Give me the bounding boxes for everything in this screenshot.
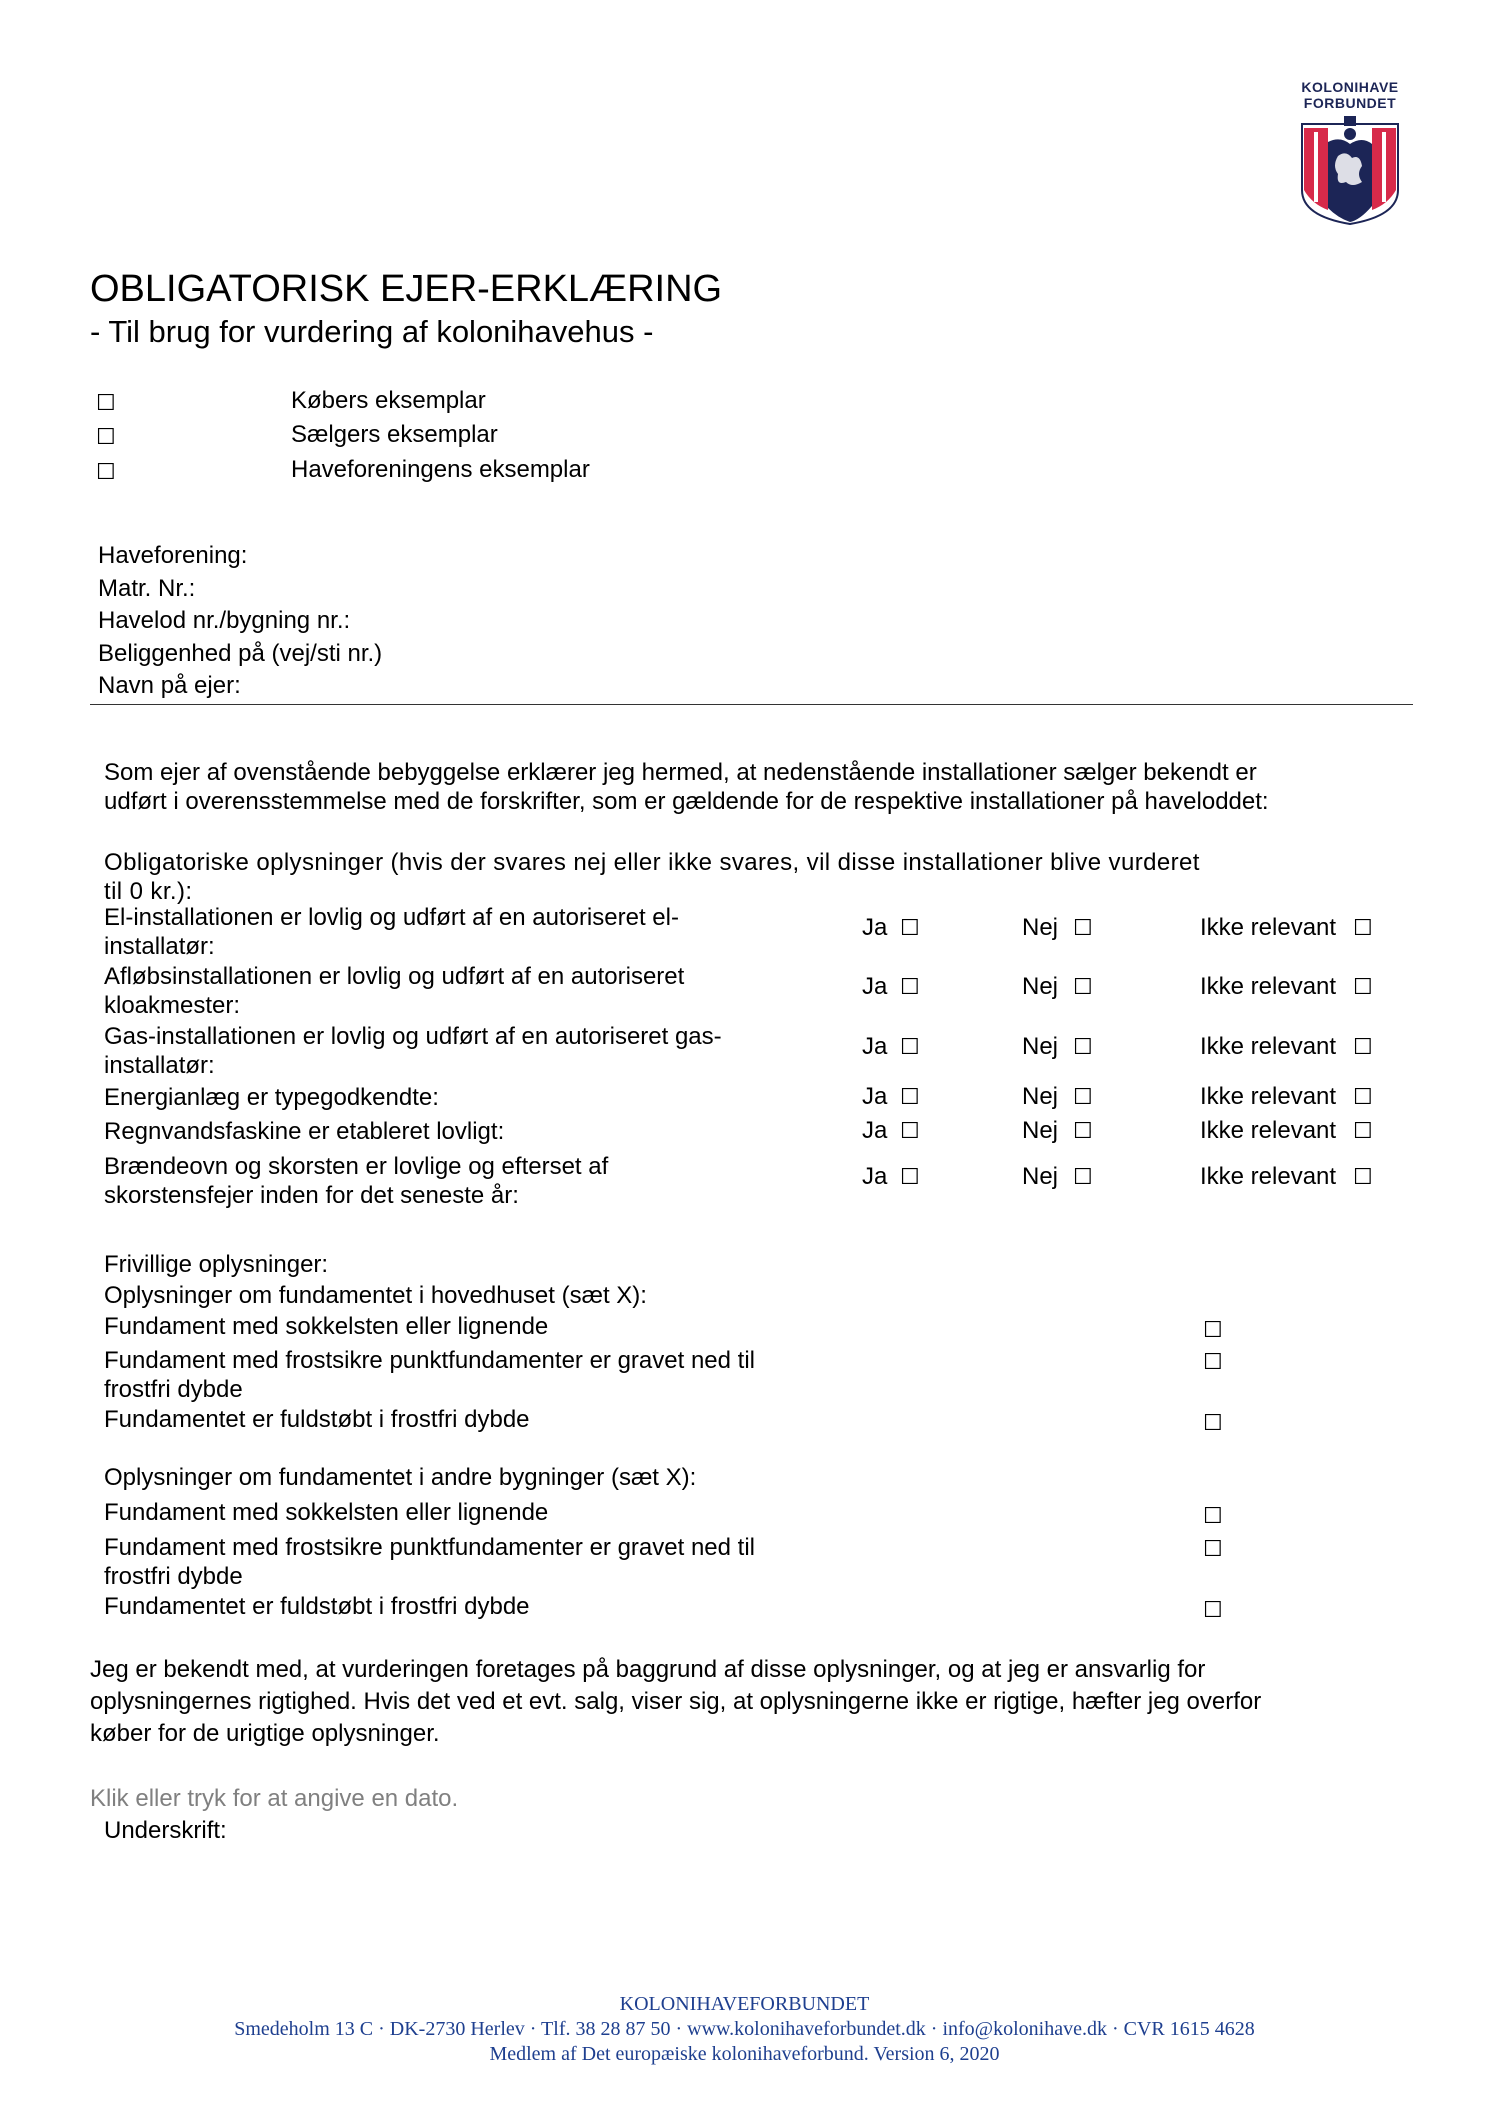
- association-copy-label: Haveforeningens eksemplar: [291, 456, 590, 483]
- yes-label: Ja: [862, 973, 888, 1000]
- buyer-copy-label: Købers eksemplar: [291, 387, 486, 414]
- field-navn-paa-ejer: Navn på ejer:: [98, 672, 241, 699]
- foundation-option-checkbox[interactable]: ☐: [1203, 1504, 1223, 1529]
- footer-contact: Smedeholm 13 C · DK-2730 Herlev · Tlf. 38 28 87 50 · www.kolonihaveforbundet.dk · info@kolonihave.dk · CVR 1615 4628: [234, 2018, 1255, 2040]
- no-label: Nej: [1022, 1083, 1059, 1110]
- not-relevant-label: Ikke relevant: [1200, 914, 1337, 941]
- question-text: [104, 1083, 824, 1112]
- no-label: Nej: [1022, 914, 1059, 941]
- not-relevant-label: Ikke relevant: [1200, 1163, 1337, 1190]
- seller-copy-checkbox[interactable]: ☐: [96, 425, 116, 450]
- mandatory-heading-line-1: Obligatoriske oplysninger (hvis der svares nej eller ikke svares, vil disse installationer blive vurderet: [104, 849, 1200, 876]
- question-text-line-1: Brændeovn og skorsten er lovlige og efterset af: [104, 1153, 609, 1180]
- foundation-option-line-1: Fundamentet er fuldstøbt i frostfri dybde: [104, 1593, 530, 1620]
- mandatory-heading-line-2: til 0 kr.):: [104, 878, 193, 905]
- not-relevant-label: Ikke relevant: [1200, 1033, 1337, 1060]
- buyer-copy-checkbox[interactable]: ☐: [96, 391, 116, 416]
- question-text: [104, 962, 824, 1020]
- intro-paragraph: [104, 758, 1269, 816]
- no-checkbox[interactable]: ☐: [1073, 916, 1093, 941]
- question-text-line-1: Regnvandsfaskine er etableret lovligt:: [104, 1118, 505, 1145]
- no-label: Nej: [1022, 1163, 1059, 1190]
- seller-copy-label: Sælgers eksemplar: [291, 421, 498, 448]
- association-copy-checkbox[interactable]: ☐: [96, 460, 116, 485]
- foundation-option-checkbox[interactable]: ☐: [1203, 1537, 1223, 1562]
- foundation-option-line-1: Fundament med sokkelsten eller lignende: [104, 1313, 549, 1340]
- other-buildings-heading: Oplysninger om fundamentet i andre bygninger (sæt X):: [104, 1464, 697, 1491]
- no-checkbox[interactable]: ☐: [1073, 1035, 1093, 1060]
- foundation-option-checkbox[interactable]: ☐: [1203, 1598, 1223, 1623]
- foundation-option-line-1: Fundament med frostsikre punktfundamenter er gravet ned til: [104, 1347, 755, 1374]
- foundation-option-text: [104, 1533, 824, 1591]
- no-checkbox[interactable]: ☐: [1073, 1165, 1093, 1190]
- yes-checkbox[interactable]: ☐: [900, 1119, 920, 1144]
- signature-label: Underskrift:: [104, 1817, 227, 1844]
- voluntary-heading: Frivillige oplysninger:: [104, 1251, 329, 1278]
- no-checkbox[interactable]: ☐: [1073, 1085, 1093, 1110]
- foundation-option-line-1: Fundamentet er fuldstøbt i frostfri dybde: [104, 1406, 530, 1433]
- question-text: [104, 1117, 824, 1146]
- yes-checkbox[interactable]: ☐: [900, 1035, 920, 1060]
- property-fields: [98, 540, 382, 703]
- no-label: Nej: [1022, 1033, 1059, 1060]
- yes-label: Ja: [862, 1117, 888, 1144]
- yes-label: Ja: [862, 1033, 888, 1060]
- not-relevant-label: Ikke relevant: [1200, 1117, 1337, 1144]
- not-relevant-checkbox[interactable]: ☐: [1353, 1035, 1373, 1060]
- question-text-line-2: installatør:: [104, 1052, 215, 1079]
- declaration-paragraph: [90, 1654, 1261, 1750]
- no-checkbox[interactable]: ☐: [1073, 1119, 1093, 1144]
- not-relevant-label: Ikke relevant: [1200, 1083, 1337, 1110]
- not-relevant-checkbox[interactable]: ☐: [1353, 1165, 1373, 1190]
- foundation-option-line-2: frostfri dybde: [104, 1376, 243, 1403]
- no-label: Nej: [1022, 1117, 1059, 1144]
- question-text-line-1: Afløbsinstallationen er lovlig og udført af en autoriseret: [104, 963, 685, 990]
- no-label: Nej: [1022, 973, 1059, 1000]
- foundation-option-line-1: Fundament med frostsikre punktfundamenter er gravet ned til: [104, 1534, 755, 1561]
- foundation-option-text: [104, 1592, 824, 1621]
- declaration-line-1: Jeg er bekendt med, at vurderingen foretages på baggrund af disse oplysninger, og at jeg er ansvarlig for: [90, 1656, 1206, 1683]
- question-text-line-2: skorstensfejer inden for det seneste år:: [104, 1182, 519, 1209]
- foundation-option-line-1: Fundament med sokkelsten eller lignende: [104, 1499, 549, 1526]
- logo-text-line2: FORBUNDET: [1303, 95, 1397, 111]
- yes-label: Ja: [862, 914, 888, 941]
- intro-line-1: Som ejer af ovenstående bebyggelse erklærer jeg hermed, at nedenstående installationer sælger bekendt er: [104, 759, 1257, 786]
- question-text: [104, 1152, 824, 1210]
- foundation-option-text: [104, 1346, 824, 1404]
- yes-checkbox[interactable]: ☐: [900, 1165, 920, 1190]
- yes-checkbox[interactable]: ☐: [900, 916, 920, 941]
- question-text-line-2: installatør:: [104, 933, 215, 960]
- foundation-option-checkbox[interactable]: ☐: [1203, 1318, 1223, 1343]
- question-text-line-2: kloakmester:: [104, 992, 241, 1019]
- kolonihaveforbundet-logo: [1290, 78, 1410, 226]
- field-matr-nr: Matr. Nr.:: [98, 574, 196, 602]
- divider-line: [90, 704, 1413, 705]
- mandatory-heading: [104, 848, 1200, 906]
- foundation-option-line-2: frostfri dybde: [104, 1563, 243, 1590]
- not-relevant-checkbox[interactable]: ☐: [1353, 975, 1373, 1000]
- no-checkbox[interactable]: ☐: [1073, 975, 1093, 1000]
- field-havelod-nr: Havelod nr./bygning nr.:: [98, 607, 351, 634]
- foundation-option-text: [104, 1312, 824, 1341]
- intro-line-2: udført i overensstemmelse med de forskrifter, som er gældende for de respektive installationer på haveloddet:: [104, 788, 1269, 815]
- not-relevant-label: Ikke relevant: [1200, 973, 1337, 1000]
- page-subtitle: - Til brug for vurdering af kolonihavehus -: [90, 314, 654, 349]
- foundation-option-text: [104, 1405, 824, 1434]
- footer-org: KOLONIHAVEFORBUNDET: [619, 1993, 870, 2015]
- foundation-option-text: [104, 1498, 824, 1527]
- question-text-line-1: Gas-installationen er lovlig og udført af en autoriseret gas-: [104, 1023, 722, 1050]
- question-text: [104, 903, 824, 961]
- logo-text-line1: KOLONIHAVE: [1301, 79, 1399, 95]
- foundation-option-checkbox[interactable]: ☐: [1203, 1350, 1223, 1375]
- question-text: [104, 1022, 824, 1080]
- not-relevant-checkbox[interactable]: ☐: [1353, 1085, 1373, 1110]
- not-relevant-checkbox[interactable]: ☐: [1353, 1119, 1373, 1144]
- yes-label: Ja: [862, 1083, 888, 1110]
- footer-member: Medlem af Det europæiske kolonihaveforbund. Version 6, 2020: [489, 2043, 1000, 2065]
- declaration-line-2: oplysningernes rigtighed. Hvis det ved et evt. salg, viser sig, at oplysningerne ikke er rigtige, hæfter jeg overfor: [90, 1688, 1262, 1715]
- page-title: OBLIGATORISK EJER-ERKLÆRING: [90, 268, 723, 310]
- declaration-line-3: køber for de urigtige oplysninger.: [90, 1720, 440, 1747]
- field-beliggenhed: Beliggenhed på (vej/sti nr.): [98, 639, 383, 667]
- logo-emblem: [1290, 78, 1410, 226]
- field-haveforening: Haveforening:: [98, 542, 248, 569]
- foundation-option-checkbox[interactable]: ☐: [1203, 1411, 1223, 1436]
- date-field[interactable]: Klik eller tryk for at angive en dato.: [90, 1785, 459, 1812]
- question-text-line-1: Energianlæg er typegodkendte:: [104, 1084, 439, 1111]
- not-relevant-checkbox[interactable]: ☐: [1353, 916, 1373, 941]
- yes-checkbox[interactable]: ☐: [900, 1085, 920, 1110]
- question-text-line-1: El-installationen er lovlig og udført af en autoriseret el-: [104, 904, 679, 931]
- yes-checkbox[interactable]: ☐: [900, 975, 920, 1000]
- yes-label: Ja: [862, 1163, 888, 1190]
- main-house-heading: Oplysninger om fundamentet i hovedhuset (sæt X):: [104, 1282, 647, 1309]
